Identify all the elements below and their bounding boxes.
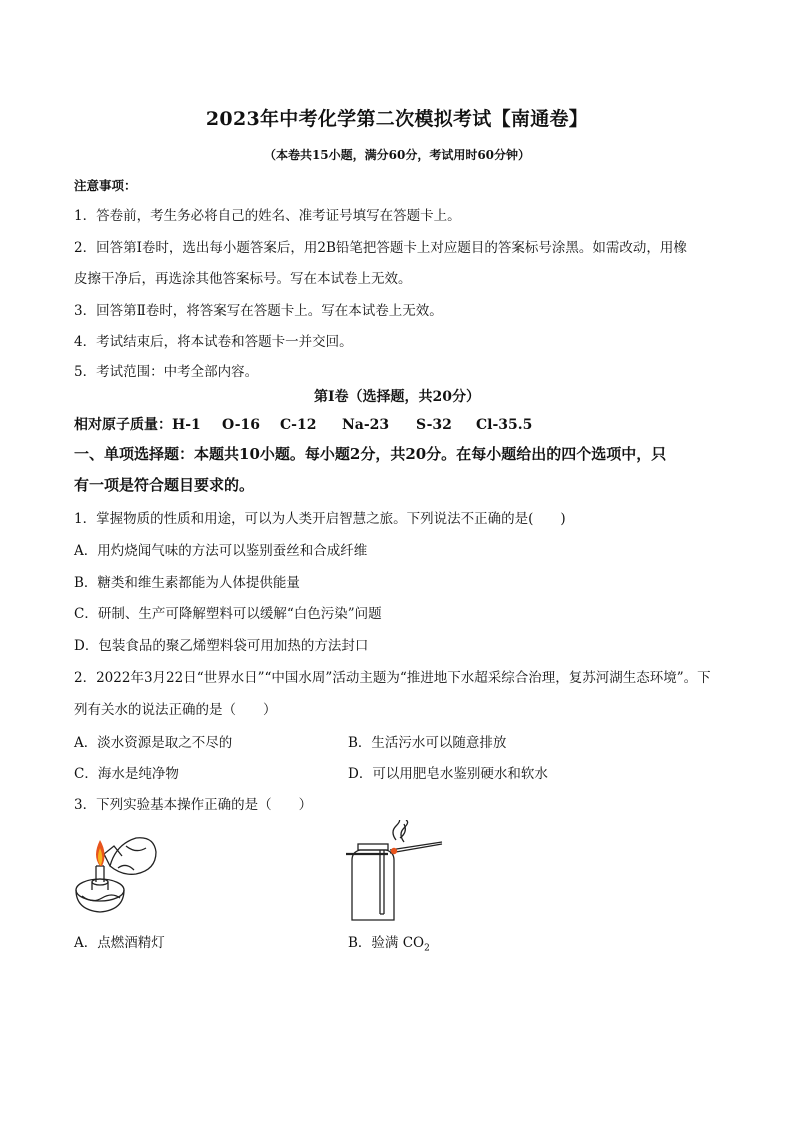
section-title: 第Ⅰ卷（选择题，共20分）: [313, 389, 481, 405]
q2-option-a: A．淡水资源是取之不尽的: [74, 735, 233, 751]
notice-item-2-cont: 皮擦干净后，再选涂其他答案标号。写在本试卷上无效。: [74, 271, 412, 287]
notice-item-2: 2．回答第Ⅰ卷时，选出每小题答案后，用2B铅笔把答题卡上对应题目的答案标号涂黑。如需改动，用橡: [74, 240, 687, 256]
q3-option-b-subscript: 2: [424, 943, 430, 954]
exam-subtitle: （本卷共15小题，满分60分，考试用时60分钟）: [263, 148, 531, 162]
atomic-mass-o: O-16: [222, 417, 261, 433]
q2-stem-line1: 2．2022年3月22日“世界水日”“中国水周”活动主题为“推进地下水超采综合治理，复苏河湖生态环境”。下: [74, 670, 711, 686]
notice-item-4: 4．考试结束后，将本试卷和答题卡一并交回。: [74, 334, 353, 350]
q3-option-b-text: B．验满 CO: [348, 935, 425, 951]
co2-test-illustration: [340, 820, 444, 926]
section-instruction-1: 一、单项选择题：本题共10小题。每小题2分，共20分。在每小题给出的四个选项中，只: [74, 445, 667, 463]
q3-option-a: A．点燃酒精灯: [74, 935, 165, 951]
notice-item-3: 3．回答第Ⅱ卷时，将答案写在答题卡上。写在本试卷上无效。: [74, 303, 443, 319]
q2-option-c: C．海水是纯净物: [74, 766, 179, 782]
q2-option-b: B．生活污水可以随意排放: [348, 735, 507, 751]
section-instruction-2: 有一项是符合题目要求的。: [74, 476, 255, 494]
atomic-masses: [74, 414, 532, 434]
atomic-mass-na: Na-23: [342, 417, 390, 433]
notice-item-5: 5．考试范围：中考全部内容。: [74, 364, 259, 380]
alcohol-lamp-illustration: [70, 826, 162, 918]
q2-stem-line2: 列有关水的说法正确的是（ ）: [74, 702, 277, 718]
q3-option-b: [348, 931, 430, 954]
q1-stem: 1．掌握物质的性质和用途，可以为人类开启智慧之旅。下列说法不正确的是( ): [74, 511, 566, 527]
notice-heading: 注意事项：: [74, 178, 137, 193]
ember-icon: [391, 848, 397, 854]
q1-option-a: A．用灼烧闻气味的方法可以鉴别蚕丝和合成纤维: [74, 543, 368, 559]
notice-item-1: 1．答卷前，考生务必将自己的姓名、准考证号填写在答题卡上。: [74, 208, 461, 224]
q3-stem: 3．下列实验基本操作正确的是（ ）: [74, 797, 313, 813]
atomic-mass-c: C-12: [280, 417, 317, 433]
atomic-mass-cl: Cl-35.5: [476, 417, 533, 433]
atomic-label: 相对原子质量：: [74, 417, 172, 433]
exam-title: 2023年中考化学第二次模拟考试【南通卷】: [205, 108, 589, 130]
q1-option-b: B．糖类和维生素都能为人体提供能量: [74, 575, 300, 591]
q1-option-d: D．包装食品的聚乙烯塑料袋可用加热的方法封口: [74, 638, 369, 654]
q2-option-d: D．可以用肥皂水鉴别硬水和软水: [348, 766, 548, 782]
atomic-mass-h: H-1: [172, 417, 201, 433]
q1-option-c: C．研制、生产可降解塑料可以缓解“白色污染”问题: [74, 606, 382, 622]
atomic-mass-s: S-32: [416, 417, 452, 433]
